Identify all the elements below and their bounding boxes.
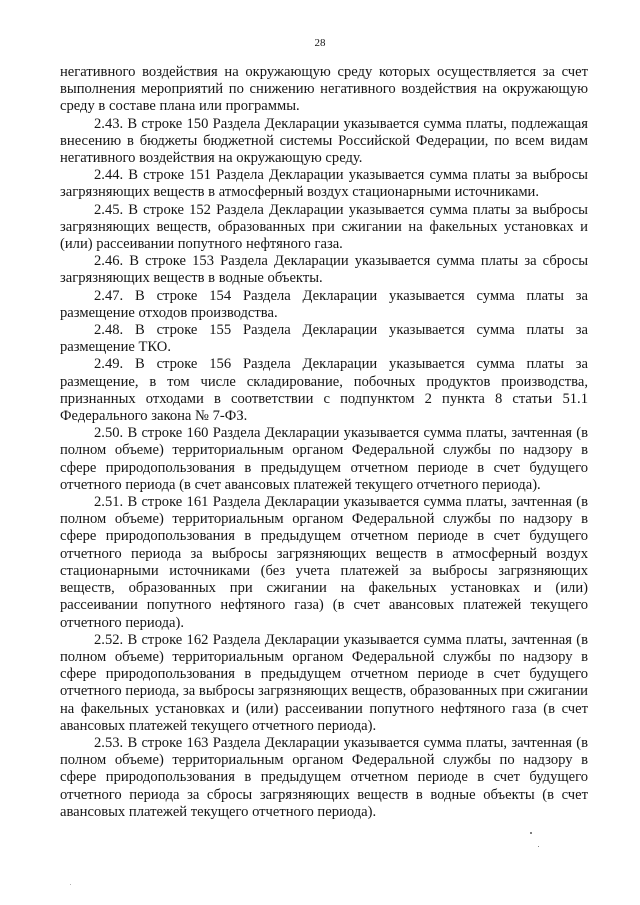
paragraph-2-47: 2.47. В строке 154 Раздела Декларации указывается сумма платы за размещение отходов производства. — [60, 287, 588, 321]
paragraph-2-45: 2.45. В строке 152 Раздела Декларации указывается сумма платы за выбросы загрязняющих веществ, образованных при сжигании на факельных установках и (или) рассеивании попутного нефтяного газа. — [60, 201, 588, 253]
paragraph-2-49: 2.49. В строке 156 Раздела Декларации указывается сумма платы за размещение, в том числе складирование, побочных продуктов производства, признанных отходами в соответствии с подпунктом 2 пункта 8 статьи 51.1 Федерального закона № 7-ФЗ. — [60, 356, 588, 425]
page-number: 28 — [314, 37, 326, 49]
paragraph-2-44: 2.44. В строке 151 Раздела Декларации указывается сумма платы за выбросы загрязняющих веществ в атмосферный воздух стационарными источниками. — [60, 167, 588, 201]
paragraph-continuation: негативного воздействия на окружающую среду которых осуществляется за счет выполнения мероприятий по снижению негативного воздействия на окружающую среду в составе плана или программы. — [60, 64, 588, 115]
paragraph-2-43: 2.43. В строке 150 Раздела Декларации указывается сумма платы, подлежащая внесению в бюджеты бюджетной системы Российской Федерации, по всем видам негативного воздействия на окружающую среду. — [60, 115, 588, 167]
paragraph-2-46: 2.46. В строке 153 Раздела Декларации указывается сумма платы за сбросы загрязняющих веществ в водные объекты. — [60, 253, 588, 287]
paragraph-2-52: 2.52. В строке 162 Раздела Декларации указывается сумма платы, зачтенная (в полном объеме) территориальным органом Федеральной службы по надзору в сфере природопользования в предыдущем отчетном периоде в счет будущего отчетного периода, за выбросы загрязняющих веществ, образованных при сжигании на факельных установках и (или) рассеивании попутного нефтяного газа (в счет авансовых платежей текущего отчетного периода). — [60, 631, 588, 734]
scan-speck — [538, 846, 539, 847]
paragraph-2-51: 2.51. В строке 161 Раздела Декларации указывается сумма платы, зачтенная (в полном объеме) территориальным органом Федеральной службы по надзору в сфере природопользования в предыдущем отчетном периоде в счет будущего отчетного периода за выбросы загрязняющих веществ в атмосферный воздух стационарными источниками (без учета платежей за выбросы загрязняющих веществ, образованных при сжигании на факельных установках и (или) рассеивании попутного нефтяного газа) (в счет авансовых платежей текущего отчетного периода). — [60, 494, 588, 631]
scan-speck — [70, 884, 71, 885]
paragraph-2-50: 2.50. В строке 160 Раздела Декларации указывается сумма платы, зачтенная (в полном объеме) территориальным органом Федеральной службы по надзору в сфере природопользования в предыдущем отчетном периоде в счет будущего отчетного периода (в счет авансовых платежей текущего отчетного периода). — [60, 425, 588, 493]
scan-speck — [530, 832, 532, 834]
paragraph-2-48: 2.48. В строке 155 Раздела Декларации указывается сумма платы за размещение ТКО. — [60, 322, 588, 356]
document-body — [60, 64, 588, 821]
paragraph-2-53: 2.53. В строке 163 Раздела Декларации указывается сумма платы, зачтенная (в полном объеме) территориальным органом Федеральной службы по надзору в сфере природопользования в предыдущем отчетном периоде в счет будущего отчетного периода за сбросы загрязняющих веществ в водные объекты (в счет авансовых платежей текущего отчетного периода). — [60, 734, 588, 820]
